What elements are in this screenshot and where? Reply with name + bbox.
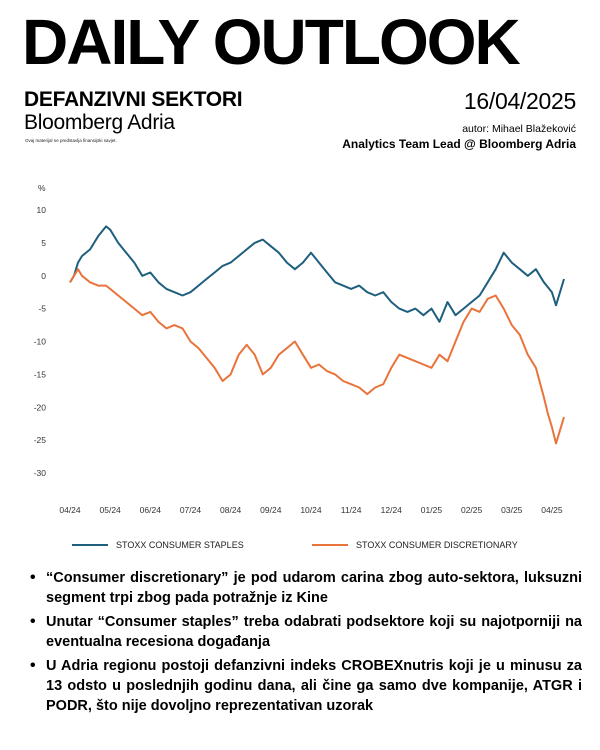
key-point: • Unutar “Consumer staples” treba odabrati podsektore koji su najotporniji na eventualna recesiona događanja [30,612,582,652]
x-tick-label: 08/24 [220,505,242,515]
x-tick-label: 02/25 [460,505,483,515]
legend-label-staples: STOXX CONSUMER STAPLES [116,540,244,550]
line-chart [0,175,600,535]
y-tick-label: -20 [33,402,46,413]
x-tick-label: 03/25 [501,505,523,515]
chart-legend [72,540,572,556]
y-axis-label: % [38,183,46,193]
legend-swatch-discretionary [312,544,348,546]
y-tick-label: -25 [33,435,46,446]
x-tick-label: 09/24 [260,505,282,515]
legend-item-discretionary [312,540,518,550]
author-name: autor: Mihael Blažeković [462,123,576,135]
series-line-staples [70,226,564,321]
key-point: • U Adria regionu postoji defanzivni indeks CROBEXnutris koji je u minusu za 13 odsto u poslednjih godinu dana, ali čine ga samo dve kompanije, ATGR i PODR, što nije dovoljno reprezentativan uzorak [30,656,582,716]
x-tick-label: 04/25 [541,505,563,515]
x-tick-label: 12/24 [380,505,402,515]
x-tick-label: 07/24 [179,505,202,515]
x-tick-label: 05/24 [99,505,121,515]
y-tick-label: -5 [38,303,46,314]
x-tick-label: 06/24 [139,505,161,515]
series-layer [70,226,564,443]
y-tick-label: 5 [41,237,46,248]
x-tick-label: 10/24 [300,505,322,515]
x-tick-label: 01/25 [420,505,443,515]
page-title: DAILY OUTLOOK [22,6,519,78]
x-tick-label: 04/24 [59,505,81,515]
legend-swatch-staples [72,544,108,546]
brand-name: Bloomberg Adria [24,111,175,134]
author-role: Analytics Team Lead @ Bloomberg Adria [342,137,576,151]
y-axis [34,183,47,478]
legend-item-staples [72,540,244,550]
y-tick-label: -10 [33,336,46,347]
series-line-discretionary [70,269,564,443]
x-tick-label: 11/24 [340,505,362,515]
y-tick-label: -30 [33,468,46,478]
legend-label-discretionary: STOXX CONSUMER DISCRETIONARY [356,540,518,550]
y-tick-label: 0 [41,270,46,281]
y-tick-label: -15 [33,369,46,380]
disclaimer-text: Ovaj materijal ne predstavlja finansijski savjet. [25,138,117,143]
report-subtitle: DEFANZIVNI SEKTORI [24,88,243,111]
key-points-list [30,568,582,720]
report-date: 16/04/2025 [463,88,576,114]
x-axis [59,505,562,515]
y-tick-label: 10 [36,205,46,215]
key-point: • “Consumer discretionary” je pod udarom carina zbog auto-sektora, luksuzni segment trpi zbog pada potražnje iz Kine [30,568,582,608]
